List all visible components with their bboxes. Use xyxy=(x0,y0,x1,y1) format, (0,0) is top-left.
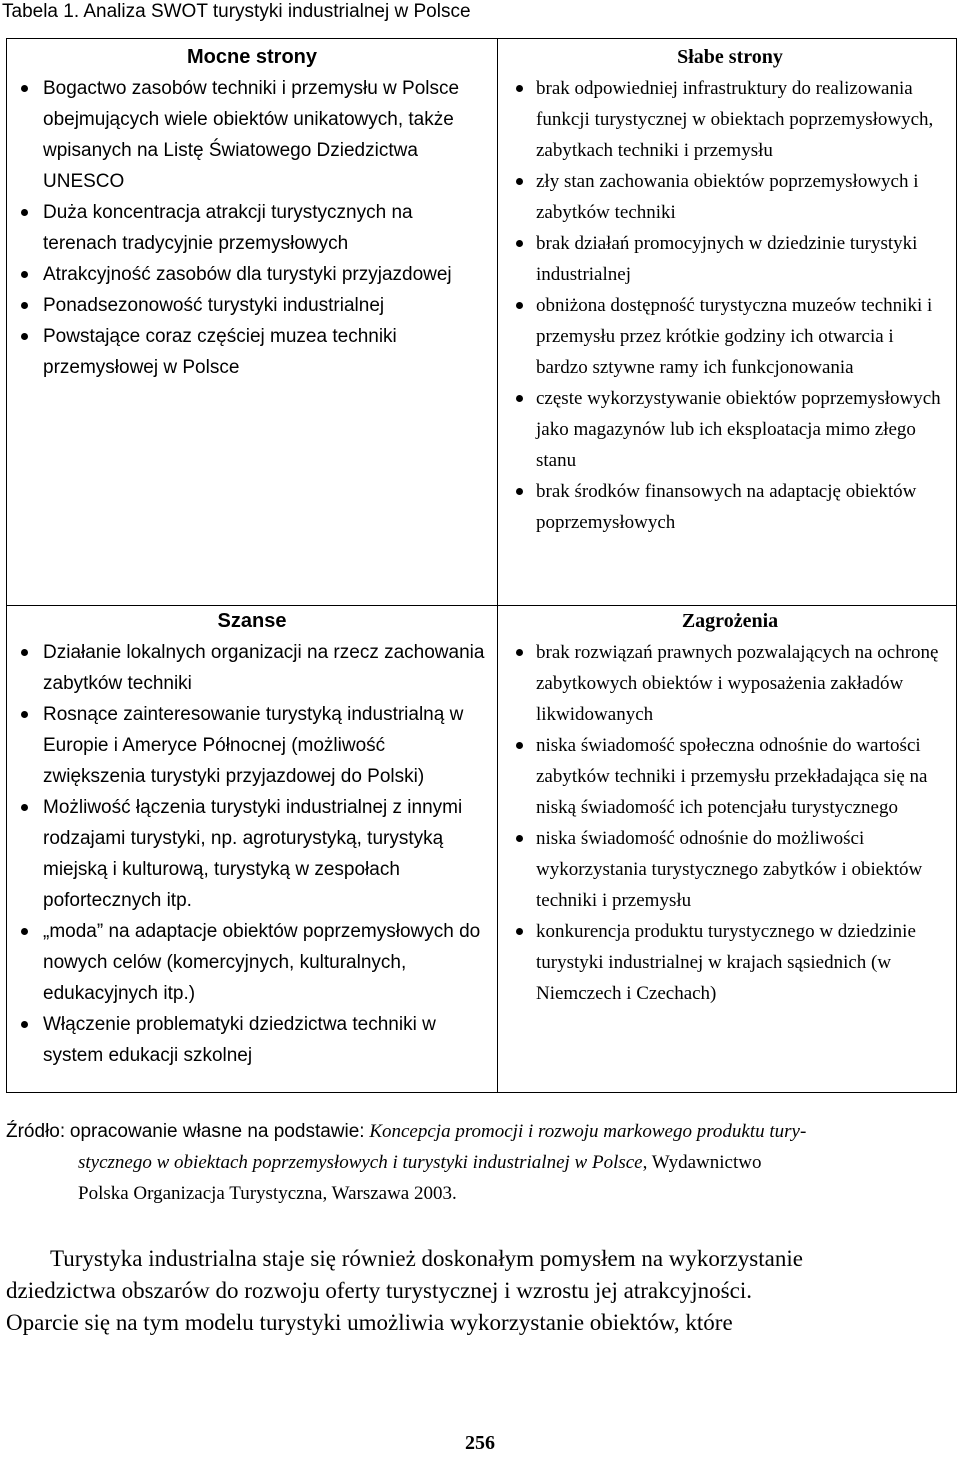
weaknesses-title: Słabe strony xyxy=(677,46,783,68)
bullet-icon xyxy=(516,85,523,92)
bullet-icon xyxy=(516,928,523,935)
list-item: Bogactwo zasobów techniki i przemysłu w Polsce obejmujących wiele obiektów unikatowych, także wpisanych na Listę Światowego Dziedzictwa UNESCO xyxy=(17,73,487,197)
list-item: Możliwość łączenia turystyki industrialnej z innymi rodzajami turystyki, np. agroturystyką, turystyką miejską i kulturową, turystyką w zespołach pofortecznych itp. xyxy=(17,792,487,916)
bullet-icon xyxy=(21,928,28,935)
paragraph-line: Turystyka industrialna staje się również doskonałym pomysłem na wykorzystanie xyxy=(50,1246,803,1271)
list-item: brak środków finansowych na adaptację obiektów poprzemysłowych xyxy=(510,476,950,538)
list-item: niska świadomość odnośnie do możliwości wykorzystania turystycznego zabytków i obiektów techniki i przemysłu xyxy=(510,823,950,916)
threats-cell xyxy=(498,606,956,1009)
bullet-icon xyxy=(516,835,523,842)
list-item: Atrakcyjność zasobów dla turystyki przyjazdowej xyxy=(17,259,487,290)
strengths-list xyxy=(17,73,487,383)
body-paragraph xyxy=(6,1243,956,1339)
opportunities-title: Szanse xyxy=(217,610,287,632)
bullet-icon xyxy=(21,804,28,811)
list-item: brak rozwiązań prawnych pozwalających na ochronę zabytkowych obiektów i wyposażenia zakładów likwidowanych xyxy=(510,637,950,730)
bullet-icon xyxy=(516,240,523,247)
list-item: „moda” na adaptacje obiektów poprzemysłowych do nowych celów (komercyjnych, kulturalnych, edukacyjnych itp.) xyxy=(17,916,487,1009)
source-line-3 xyxy=(6,1178,956,1209)
bullet-icon xyxy=(516,742,523,749)
list-item: zły stan zachowania obiektów poprzemysłowych i zabytków techniki xyxy=(510,166,950,228)
list-item: Działanie lokalnych organizacji na rzecz zachowania zabytków techniki xyxy=(17,637,487,699)
paragraph-line: dziedzictwa obszarów do rozwoju oferty turystycznej i wzrostu jej atrakcyjności. xyxy=(6,1278,752,1303)
weaknesses-list xyxy=(510,73,950,538)
source-line-2 xyxy=(6,1147,956,1178)
source-title-part-1: Koncepcja promocji i rozwoju markowego produktu tury- xyxy=(369,1121,807,1142)
source-label: Źródło: xyxy=(6,1121,66,1142)
list-item: niska świadomość społeczna odnośnie do wartości zabytków techniki i przemysłu przekładająca się na niską świadomość ich potencjału turystycznego xyxy=(510,730,950,823)
list-item: Włączenie problematyki dziedzictwa techniki w system edukacji szkolnej xyxy=(17,1009,487,1071)
strengths-title: Mocne strony xyxy=(186,46,318,68)
list-item: Ponadsezonowość turystyki industrialnej xyxy=(17,290,487,321)
bullet-icon xyxy=(516,488,523,495)
paragraph-line: Oparcie się na tym modelu turystyki umożliwia wykorzystanie obiektów, które xyxy=(6,1310,733,1335)
threats-list xyxy=(510,637,950,1009)
opportunities-cell xyxy=(7,606,497,1071)
bullet-icon xyxy=(516,302,523,309)
source-line-1 xyxy=(6,1116,956,1147)
bullet-icon xyxy=(516,395,523,402)
bullet-icon xyxy=(516,649,523,656)
list-item: częste wykorzystywanie obiektów poprzemysłowych jako magazynów lub ich eksploatacja mimo złego stanu xyxy=(510,383,950,476)
list-item: Powstające coraz częściej muzea techniki przemysłowej w Polsce xyxy=(17,321,487,383)
source-note xyxy=(6,1116,956,1209)
list-item: Rosnące zainteresowanie turystyką industrialną w Europie i Ameryce Północnej (możliwość zwiększenia turystyki przyjazdowej do Polski) xyxy=(17,699,487,792)
source-title-part-2: stycznego w obiektach poprzemysłowych i turystyki industrialnej w Polsce xyxy=(78,1152,643,1173)
bullet-icon xyxy=(21,85,28,92)
list-item: konkurencja produktu turystycznego w dziedzinie turystyki industrialnej w krajach sąsiednich (w Niemczech i Czechach) xyxy=(510,916,950,1009)
threats-title: Zagrożenia xyxy=(681,610,779,632)
strengths-cell xyxy=(7,42,497,383)
source-lead: opracowanie własne na podstawie: xyxy=(69,1121,365,1142)
bullet-icon xyxy=(21,333,28,340)
bullet-icon xyxy=(21,271,28,278)
page-number: 256 xyxy=(465,1432,495,1454)
bullet-icon xyxy=(21,711,28,718)
opportunities-list xyxy=(17,637,487,1071)
list-item: Duża koncentracja atrakcji turystycznych na terenach tradycyjnie przemysłowych xyxy=(17,197,487,259)
list-item: obniżona dostępność turystyczna muzeów techniki i przemysłu przez krótkie godziny ich otwarcia i bardzo sztywne ramy ich funkcjonowania xyxy=(510,290,950,383)
source-after-title: , Wydawnictwo xyxy=(642,1152,762,1173)
list-item: brak odpowiedniej infrastruktury do realizowania funkcji turystycznej w obiektach poprzemysłowych, zabytkach techniki i przemysłu xyxy=(510,73,950,166)
bullet-icon xyxy=(516,178,523,185)
bullet-icon xyxy=(21,649,28,656)
table-caption: Tabela 1. Analiza SWOT turystyki industrialnej w Polsce xyxy=(2,1,471,22)
swot-table xyxy=(6,38,957,1093)
source-publisher: Polska Organizacja Turystyczna, Warszawa 2003. xyxy=(78,1183,457,1204)
weaknesses-cell xyxy=(498,42,956,538)
list-item: brak działań promocyjnych w dziedzinie turystyki industrialnej xyxy=(510,228,950,290)
bullet-icon xyxy=(21,209,28,216)
bullet-icon xyxy=(21,1021,28,1028)
bullet-icon xyxy=(21,302,28,309)
